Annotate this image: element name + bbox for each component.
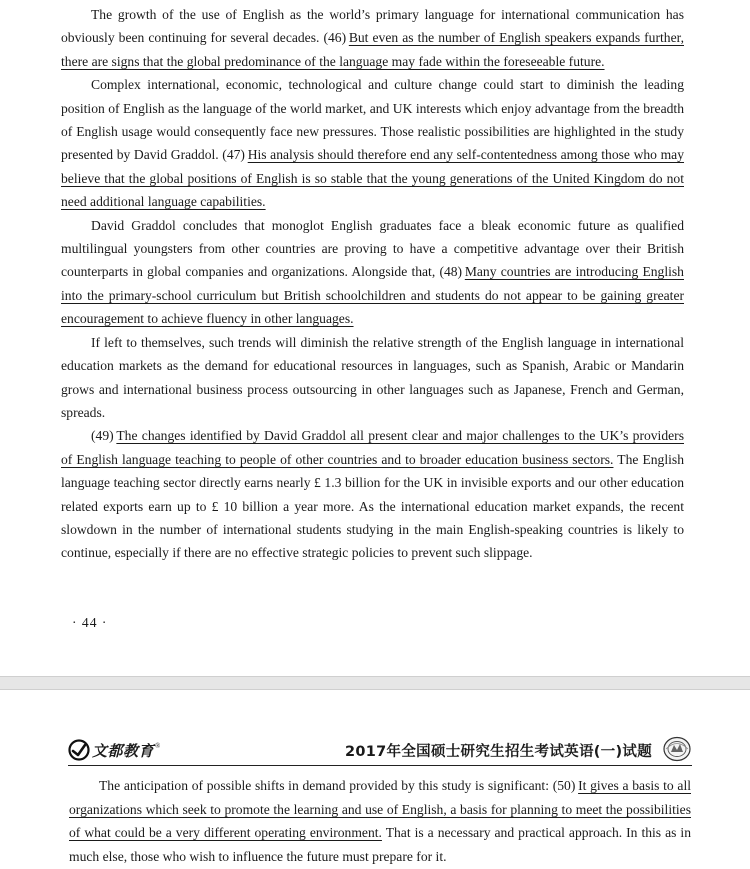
- paragraph-1: [61, 3, 684, 73]
- exam-title: 2017年全国硕士研究生招生考试英语(一)试题: [344, 744, 652, 760]
- paragraph-4: [61, 331, 684, 425]
- text-run: That is a necessary and practical approach. In this as in much else, those who wish to influence the future must prepare for it.: [69, 825, 691, 864]
- publisher-logo: [68, 739, 160, 761]
- text-run: The English language teaching sector directly earns nearly £ 1.3 billion for the UK in invisible exports and our other education related exports earn up to £ 10 billion a year more. As the international education market expands, the recent slowdown in the number of international students studying in the main English-speaking countries is likely to continue, especially if there are no effective strategic policies to prevent such slippage.: [61, 451, 684, 561]
- passage-body: [61, 3, 684, 565]
- text-run: The anticipation of possible shifts in demand provided by this study is significant: (50): [99, 778, 579, 793]
- paragraph-5: [61, 424, 684, 564]
- text-run: Complex international, economic, technological and culture change could start to diminish the leading position of English as the language of the world market, and UK interests which enjoy advantage from the breadth of English usage would consequently face new pressures. Those realistic possibilities are highlighted in the study presented by David Graddol. (47): [61, 77, 684, 163]
- publisher-name: 文都教育: [92, 741, 155, 760]
- underlined-translation-sentence: Many countries are introducing English into the primary-school curriculum but British schoolchildren and students do not appear to be gaining greater encouragement to achieve fluency in other languages.: [61, 264, 684, 327]
- page-separator: [0, 676, 750, 690]
- paragraph-6: [69, 774, 691, 868]
- underlined-translation-sentence: The changes identified by David Graddol all present clear and major challenges to the UK’s providers of English language teaching to people of other countries and to broader education business sectors.: [61, 428, 684, 467]
- text-run: The growth of the use of English as the world’s primary language for international communication has obviously been continuing for several decades. (46): [61, 7, 684, 46]
- header-rule: [68, 765, 692, 766]
- underlined-translation-sentence: It gives a basis to all organizations which seek to promote the learning and use of English, a basis for planning to meet the possibilities of what could be a very different operating environment.: [69, 778, 691, 841]
- registered-mark: ®: [155, 742, 161, 750]
- page-header: [68, 738, 692, 764]
- paragraph-3: [61, 214, 684, 331]
- text-run: David Graddol concludes that monoglot English graduates face a bleak economic future as qualified multilingual youngsters from other countries are proving to have a competitive advantage over their British counterparts in global companies and organizations. Alongside that, (48): [61, 217, 684, 280]
- page-45: [0, 690, 750, 869]
- page-number: · 44 ·: [72, 615, 108, 630]
- paragraph-2: [61, 73, 684, 213]
- passage-body-continued: [69, 774, 691, 868]
- underlined-translation-sentence: His analysis should therefore end any self-contentedness among those who may believe that the global positions of English is so stable that the young generations of the United Kingdom do not need additional language capabilities.: [61, 147, 685, 210]
- underlined-translation-sentence: But even as the number of English speakers expands further, there are signs that the global predominance of the language may fade within the foreseeable future.: [61, 30, 684, 69]
- university-seal-icon: [662, 736, 692, 762]
- text-run: (49): [91, 428, 117, 444]
- publisher-logo-icon: [68, 739, 90, 761]
- text-run: If left to themselves, such trends will diminish the relative strength of the English language in international education markets as the demand for educational resources in languages, such as Spanish, Arabic or Mandarin grows and international business process outsourcing in other languages such as Japanese, French and German, spreads.: [61, 334, 684, 420]
